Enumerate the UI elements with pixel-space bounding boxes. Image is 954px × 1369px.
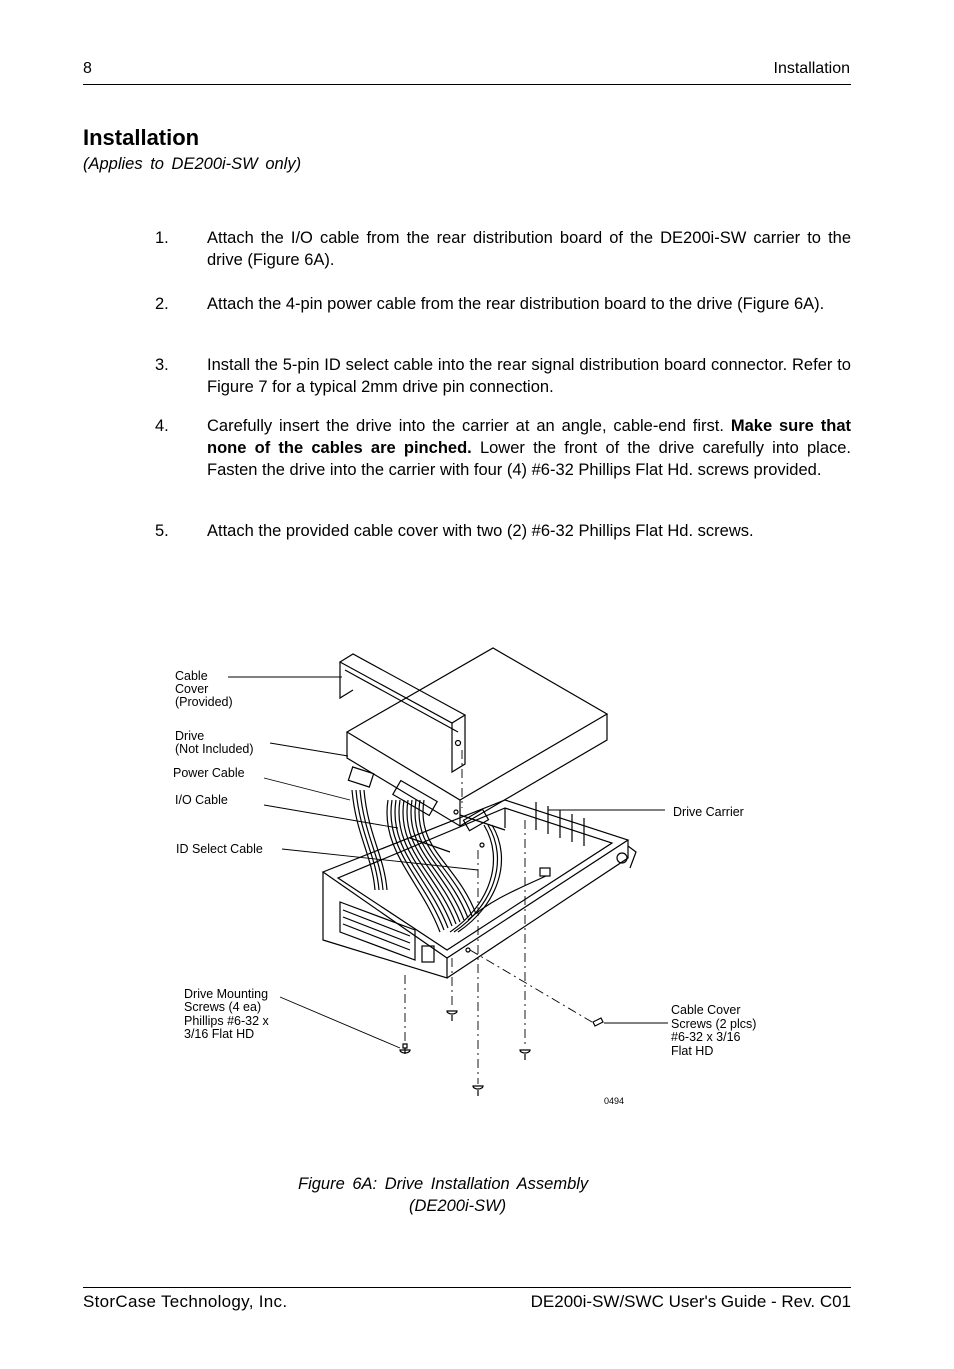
mounting-screw [447,1011,457,1021]
cover-screws-label-3: #6-32 x 3/16 [671,1030,741,1044]
leader-line [264,778,350,800]
running-title: Installation [773,60,850,77]
mounting-screws-label-2: Screws (4 ea) [184,1000,262,1014]
figure-id: 0494 [604,1096,625,1106]
io-cable-label: I/O Cable [175,793,228,807]
power-cable [352,790,387,890]
section-title: Installation [83,125,200,150]
cover-screws-label-1: Cable Cover [671,1003,741,1017]
mounting-screws-label-1: Drive Mounting [184,987,269,1001]
cable-cover-label-3: (Provided) [175,695,233,709]
drive-label-2: (Not Included) [175,742,254,756]
step-number: 2. [155,295,169,313]
leader-line [282,849,478,870]
leader-line [270,743,348,756]
mounting-screw [473,1086,483,1096]
footer-rule [83,1287,851,1288]
drive-label-1: Drive [175,729,205,743]
step-2 [155,293,851,315]
footer-guide-title: DE200i-SW/SWC User's Guide - Rev. C01 [530,1292,851,1311]
io-ribbon-cable [387,800,476,932]
step-number: 4. [155,417,169,435]
cable-cover-bracket [340,654,465,772]
drive-carrier-tray [323,800,636,978]
cover-screw [593,1018,603,1026]
step-5 [155,520,851,542]
centerline [470,950,592,1022]
drive-installation-figure [160,640,780,1120]
page-number: 8 [83,60,92,77]
mounting-screws-label-3: Phillips #6-32 x [184,1014,269,1028]
step-text-part: Carefully insert the drive into the carrier at an angle, cable-end first. [207,417,731,435]
step-text: Attach the provided cable cover with two (2) #6-32 Phillips Flat Hd. screws. [207,522,754,540]
step-text [207,415,851,481]
step-text: Attach the I/O cable from the rear distribution board of the DE200i-SW carrier to the drive (Figure 6A). [207,229,851,269]
cable-cover-label-2: Cover [175,682,209,696]
footer-company: StorCase Technology, Inc. [83,1292,288,1311]
leader-line [264,805,398,828]
mounting-screw [520,1050,530,1060]
step-number: 5. [155,522,169,540]
figure-caption-line-1: Figure 6A: Drive Installation Assembly [298,1175,589,1193]
step-text-part: Lower the front of the drive carefully into place. Fasten the drive into the carrier with four (4) #6-32 Phillips Flat Hd. screws provided. [207,439,852,479]
step-number: 3. [155,356,169,374]
power-cable-label: Power Cable [173,766,245,780]
step-text: Attach the 4-pin power cable from the rear distribution board to the drive (Figure 6A). [207,295,825,313]
step-4 [155,415,851,481]
drive-carrier-label: Drive Carrier [673,805,744,819]
mounting-screws-label-4: 3/16 Flat HD [184,1027,255,1041]
step-number: 1. [155,229,169,247]
figure-caption-line-2: (DE200i-SW) [409,1197,507,1215]
cover-screws-label-2: Screws (2 plcs) [671,1017,757,1031]
step-1 [155,227,851,271]
cover-screws-label-4: Flat HD [671,1044,714,1058]
mounting-screw [400,1044,410,1054]
id-select-cable-label: ID Select Cable [176,842,263,856]
step-text: Install the 5-pin ID select cable into the rear signal distribution board connector. Refer to Figure 7 for a typical 2mm drive pin connection. [207,356,851,396]
cable-cover-label-1: Cable [175,669,208,683]
leader-line [280,997,400,1048]
power-connector [348,767,373,787]
section-subtitle: (Applies to DE200i-SW only) [83,155,302,173]
header-rule [83,84,851,85]
step-warning: Make sure that none of the cables are pinched. [207,417,851,457]
drive-unit [347,648,607,826]
step-3 [155,354,851,398]
